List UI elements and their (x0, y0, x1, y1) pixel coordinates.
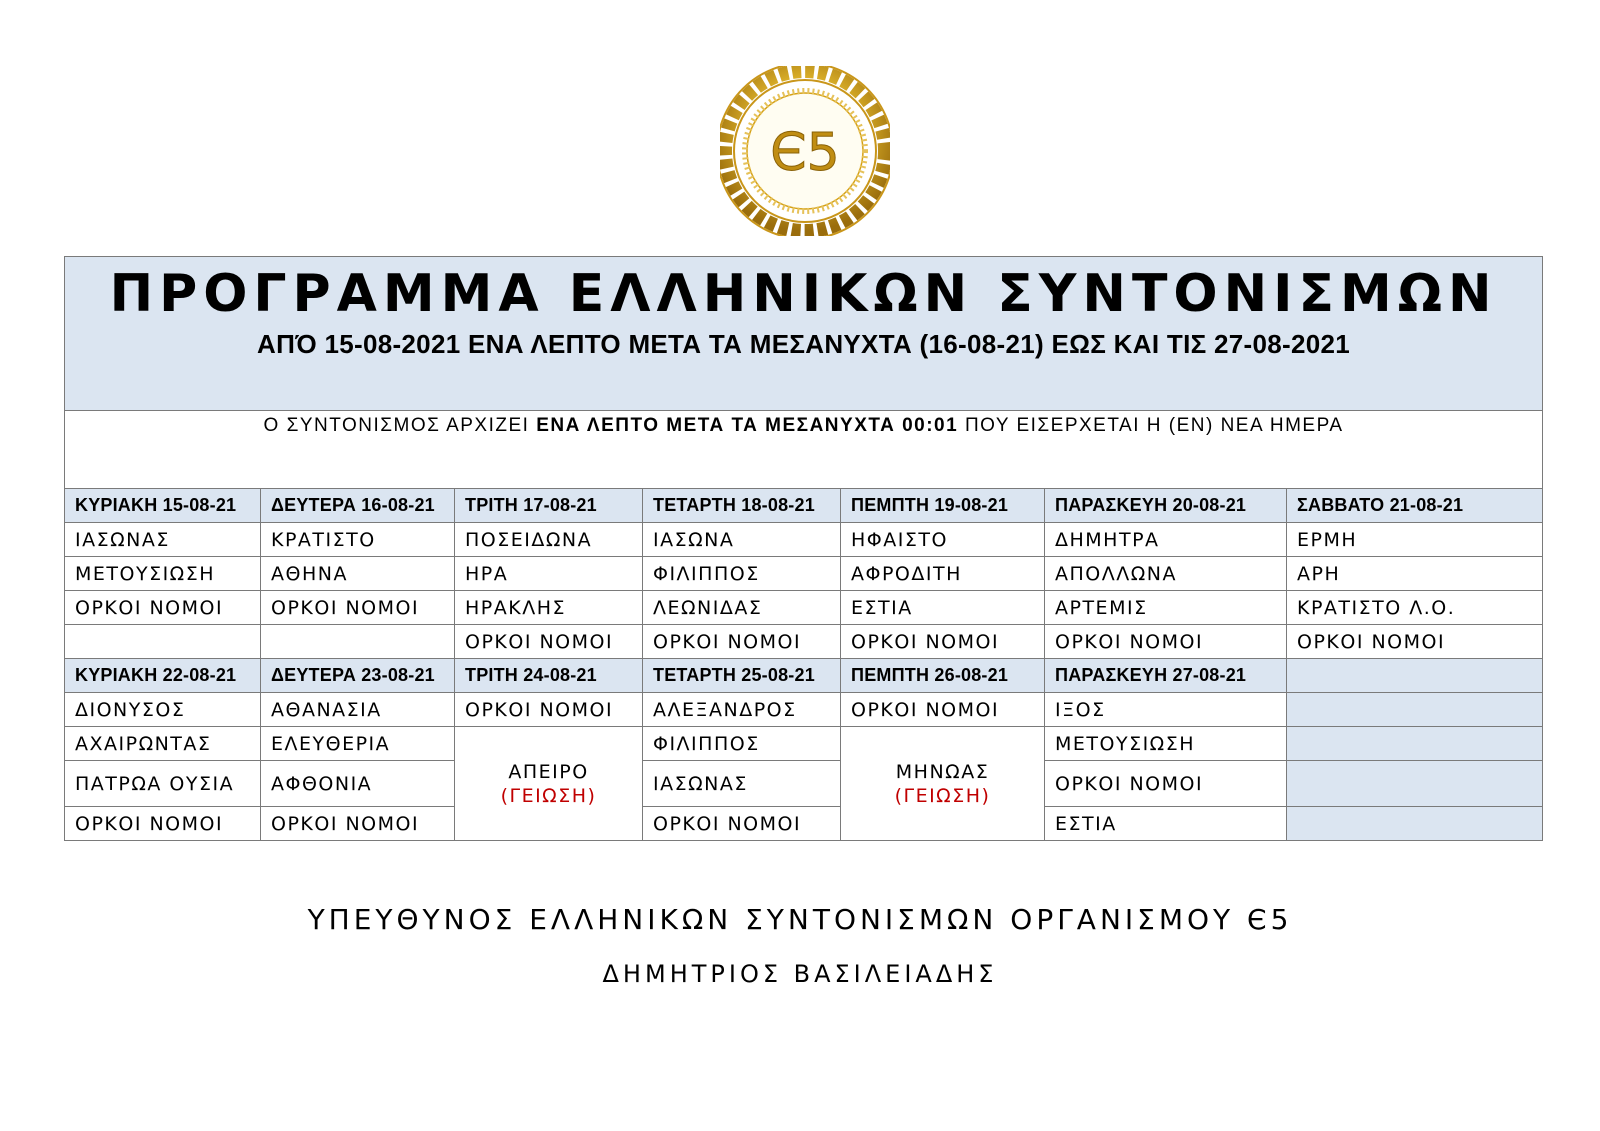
merged-schedule-cell (455, 727, 643, 841)
table-row (65, 761, 1543, 807)
schedule-cell: ΟΡΚΟΙ ΝΟΜΟΙ (643, 625, 841, 659)
week1-day-header-row (65, 489, 1543, 523)
schedule-cell: ΟΡΚΟΙ ΝΟΜΟΙ (1045, 761, 1287, 807)
schedule-cell: ΟΡΚΟΙ ΝΟΜΟΙ (455, 693, 643, 727)
schedule-cell: ΑΦΘΟΝΙΑ (261, 761, 455, 807)
schedule-cell: ΟΡΚΟΙ ΝΟΜΟΙ (261, 591, 455, 625)
day-header: ΤΕΤΑΡΤΗ 18-08-21 (643, 489, 841, 523)
schedule-cell: ΦΙΛΙΠΠΟΣ (643, 727, 841, 761)
empty-cell (1287, 727, 1543, 761)
organization-logo (720, 66, 890, 236)
day-header: ΚΥΡΙΑΚΗ 22-08-21 (65, 659, 261, 693)
schedule-cell (261, 625, 455, 659)
schedule-cell: ΑΘΑΝΑΣΙΑ (261, 693, 455, 727)
day-header: ΔΕΥΤΕΡΑ 16-08-21 (261, 489, 455, 523)
start-time-notice: Ο ΣΥΝΤΟΝΙΣΜΟΣ ΑΡΧΙΖΕΙ ΕΝΑ ΛΕΠΤΟ ΜΕΤΑ ΤΑ ΜΕΣΑΝΥΧΤΑ 00:01 ΠΟΥ ΕΙΣΕΡΧΕΤΑΙ Η (ΕΝ) ΝΕΑ ΗΜΕΡΑ (65, 411, 1543, 489)
responsible-name: ΔΗΜΗΤΡΙΟΣ ΒΑΣΙΛΕΙΑΔΗΣ (602, 960, 998, 988)
week2-day-header-row (65, 659, 1543, 693)
schedule-cell: ΔΗΜΗΤΡΑ (1045, 523, 1287, 557)
schedule-cell: ΙΑΣΩΝΑΣ (643, 761, 841, 807)
schedule-cell: ΑΠΟΛΛΩΝΑ (1045, 557, 1287, 591)
schedule-cell: ΟΡΚΟΙ ΝΟΜΟΙ (841, 625, 1045, 659)
schedule-cell (65, 625, 261, 659)
schedule-cell: ΠΟΣΕΙΔΩΝΑ (455, 523, 643, 557)
empty-cell (1287, 807, 1543, 841)
schedule-cell: ΗΡΑΚΛΗΣ (455, 591, 643, 625)
day-header: ΤΡΙΤΗ 17-08-21 (455, 489, 643, 523)
table-row (65, 807, 1543, 841)
merged-schedule-cell (841, 727, 1045, 841)
day-header: ΠΕΜΠΤΗ 19-08-21 (841, 489, 1045, 523)
merged-cell-name: ΜΗΝΩΑΣ (895, 760, 990, 783)
schedule-cell: ΙΞΟΣ (1045, 693, 1287, 727)
schedule-cell: ΠΑΤΡΩΑ ΟΥΣΙΑ (65, 761, 261, 807)
grounding-note: (ΓΕΙΩΣΗ) (894, 784, 991, 807)
table-row (65, 693, 1543, 727)
day-header: ΣΑΒΒΑΤΟ 21-08-21 (1287, 489, 1543, 523)
grounding-note: (ΓΕΙΩΣΗ) (500, 784, 597, 807)
schedule-cell: ΦΙΛΙΠΠΟΣ (643, 557, 841, 591)
schedule-cell: ΑΧΑΙΡΩΝΤΑΣ (65, 727, 261, 761)
day-header: ΤΡΙΤΗ 24-08-21 (455, 659, 643, 693)
schedule-cell: ΟΡΚΟΙ ΝΟΜΟΙ (1287, 625, 1543, 659)
responsible-title: ΥΠΕΥΘΥΝΟΣ ΕΛΛΗΝΙΚΩΝ ΣΥΝΤΟΝΙΣΜΩΝ ΟΡΓΑΝΙΣΜΟΥ Є5 (307, 903, 1293, 936)
schedule-cell: ΚΡΑΤΙΣΤΟ (261, 523, 455, 557)
table-row (65, 591, 1543, 625)
notice-emphasis: ΕΝΑ ΛΕΠΤΟ ΜΕΤΑ ΤΑ ΜΕΣΑΝΥΧΤΑ 00:01 (536, 415, 959, 436)
empty-cell (1287, 761, 1543, 807)
schedule-cell: ΕΡΜΗ (1287, 523, 1543, 557)
day-header: ΔΕΥΤΕΡΑ 23-08-21 (261, 659, 455, 693)
schedule-cell: ΟΡΚΟΙ ΝΟΜΟΙ (65, 807, 261, 841)
schedule-cell: ΜΕΤΟΥΣΙΩΣΗ (1045, 727, 1287, 761)
day-header: ΤΕΤΑΡΤΗ 25-08-21 (643, 659, 841, 693)
schedule-cell: ΑΘΗΝΑ (261, 557, 455, 591)
empty-cell (1287, 693, 1543, 727)
day-header: ΠΑΡΑΣΚΕΥΗ 20-08-21 (1045, 489, 1287, 523)
schedule-cell: ΛΕΩΝΙΔΑΣ (643, 591, 841, 625)
schedule-cell: ΗΡΑ (455, 557, 643, 591)
page-title: ΠΡΟΓΡΑΜΜΑ ΕΛΛΗΝΙΚΩΝ ΣΥΝΤΟΝΙΣΜΩΝ (109, 264, 1498, 324)
table-row (65, 557, 1543, 591)
schedule-cell: ΟΡΚΟΙ ΝΟΜΟΙ (65, 591, 261, 625)
schedule-cell: ΙΑΣΩΝΑΣ (65, 523, 261, 557)
table-row (65, 727, 1543, 761)
schedule-cell: ΟΡΚΟΙ ΝΟΜΟΙ (1045, 625, 1287, 659)
schedule-cell: ΟΡΚΟΙ ΝΟΜΟΙ (643, 807, 841, 841)
schedule-cell: ΑΡΤΕΜΙΣ (1045, 591, 1287, 625)
schedule-cell: ΜΕΤΟΥΣΙΩΣΗ (65, 557, 261, 591)
schedule-cell: ΕΣΤΙΑ (1045, 807, 1287, 841)
table-row (65, 523, 1543, 557)
day-header (1287, 659, 1543, 693)
date-range-subtitle: ΑΠΌ 15-08-2021 ΕΝΑ ΛΕΠΤΟ ΜΕΤΑ ΤΑ ΜΕΣΑΝΥΧΤΑ (16-08-21) ΕΩΣ ΚΑΙ ΤΙΣ 27-08-2021 (257, 329, 1351, 359)
schedule-cell: ΟΡΚΟΙ ΝΟΜΟΙ (455, 625, 643, 659)
schedule-cell: ΗΦΑΙΣΤΟ (841, 523, 1045, 557)
schedule-cell: ΔΙΟΝΥΣΟΣ (65, 693, 261, 727)
schedule-cell: ΚΡΑΤΙΣΤΟ Λ.Ο. (1287, 591, 1543, 625)
schedule-cell: ΕΣΤΙΑ (841, 591, 1045, 625)
day-header: ΠΕΜΠΤΗ 26-08-21 (841, 659, 1045, 693)
day-header: ΚΥΡΙΑΚΗ 15-08-21 (65, 489, 261, 523)
table-row (65, 625, 1543, 659)
schedule-cell: ΕΛΕΥΘΕΡΙΑ (261, 727, 455, 761)
schedule-cell: ΑΦΡΟΔΙΤΗ (841, 557, 1045, 591)
day-header: ΠΑΡΑΣΚΕΥΗ 27-08-21 (1045, 659, 1287, 693)
schedule-cell: ΟΡΚΟΙ ΝΟΜΟΙ (261, 807, 455, 841)
merged-cell-name: ΑΠΕΙΡΟ (508, 760, 589, 783)
schedule-cell: ΟΡΚΟΙ ΝΟΜΟΙ (841, 693, 1045, 727)
title-cell (65, 257, 1543, 411)
logo-mark: Є5 (770, 123, 840, 183)
schedule-cell: ΑΛΕΞΑΝΔΡΟΣ (643, 693, 841, 727)
schedule-cell: ΑΡΗ (1287, 557, 1543, 591)
schedule-cell: ΙΑΣΩΝΑ (643, 523, 841, 557)
coordination-schedule-table (64, 256, 1543, 841)
